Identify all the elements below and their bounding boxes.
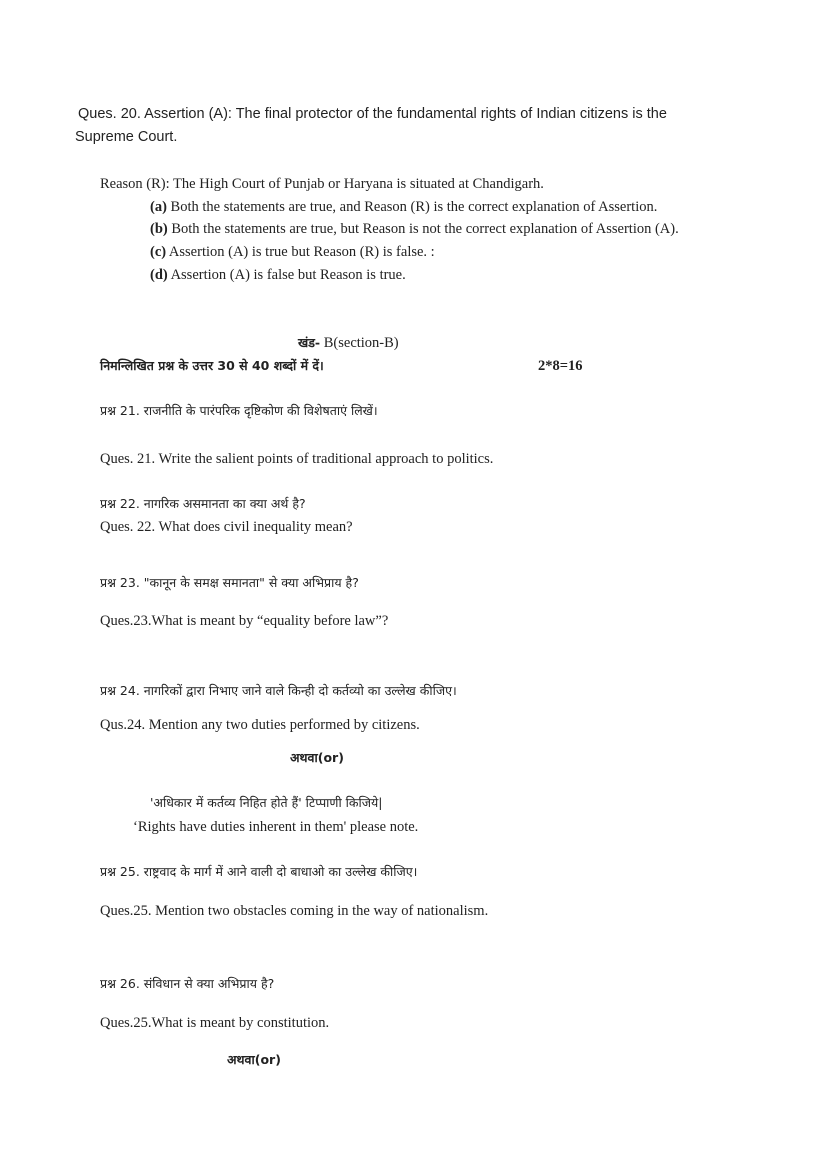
q21-hindi: प्रश्न 21. राजनीति के पारंपरिक दृष्टिकोण की विशेषताएं लिखें।: [100, 403, 378, 418]
option-text: Assertion (A) is true but Reason (R) is false. :: [168, 244, 435, 260]
q21-english: Ques. 21. Write the salient points of traditional approach to politics.: [100, 451, 494, 467]
section-heading-hindi: खंड-: [298, 335, 321, 350]
or-divider: अथवा(or): [227, 1052, 281, 1067]
option-text: Both the statements are true, but Reason is not the correct explanation of Assertion (A).: [171, 221, 679, 237]
option-label: (c): [150, 244, 167, 260]
q22-english: Ques. 22. What does civil inequality mean?: [100, 519, 353, 535]
q20-reason: Reason (R): The High Court of Punjab or Haryana is situated at Chandigarh.: [100, 176, 544, 192]
q25-hindi: प्रश्न 25. राष्ट्रवाद के मार्ग में आने वाली दो बाधाओ का उल्लेख कीजिए।: [100, 864, 418, 879]
q24-english: Qus.24. Mention any two duties performed by citizens.: [100, 717, 420, 733]
q23-english: Ques.23.What is meant by “equality before law”?: [100, 613, 389, 629]
option-text: Both the statements are true, and Reason (R) is the correct explanation of Assertion.: [170, 199, 658, 215]
q26-hindi: प्रश्न 26. संविधान से क्या अभिप्राय है?: [100, 976, 275, 991]
q23-hindi: प्रश्न 23. "कानून के समक्ष समानता" से क्या अभिप्राय है?: [100, 575, 359, 590]
or-divider: अथवा(or): [290, 750, 344, 765]
q20-option-c: [150, 243, 435, 261]
q20-option-d: [150, 266, 406, 284]
q20-option-a: [150, 198, 657, 216]
section-b-marks: 2*8=16: [538, 358, 583, 374]
q20-option-b: [150, 220, 679, 238]
option-label: (a): [150, 199, 167, 215]
option-label: (d): [150, 267, 168, 283]
section-heading-english: B(section-B): [323, 335, 399, 351]
q24-alt-hindi: 'अधिकार में कर्तव्य निहित होते हैं' टिप्पाणी किजिये|: [150, 795, 383, 810]
q24-hindi: प्रश्न 24. नागरिकों द्वारा निभाए जाने वाले किन्ही दो कर्तव्यो का उल्लेख कीजिए।: [100, 683, 457, 698]
q20-assertion-line1: Ques. 20. Assertion (A): The final protector of the fundamental rights of Indian citizens is the: [78, 106, 667, 122]
q26-english: Ques.25.What is meant by constitution.: [100, 1015, 330, 1031]
q24-alt-english: ‘Rights have duties inherent in them' please note.: [133, 819, 419, 835]
q25-english: Ques.25. Mention two obstacles coming in the way of nationalism.: [100, 903, 489, 919]
section-b-instruction: निमन्लिखित प्रश्न के उत्तर 30 से 40 शब्दों में दें।: [100, 358, 324, 373]
q22-hindi: प्रश्न 22. नागरिक असमानता का क्या अर्थ है?: [100, 496, 306, 511]
section-b-heading: [298, 334, 399, 352]
q20-assertion-line2: Supreme Court.: [75, 129, 178, 145]
option-label: (b): [150, 221, 168, 237]
option-text: Assertion (A) is false but Reason is true.: [170, 267, 406, 283]
